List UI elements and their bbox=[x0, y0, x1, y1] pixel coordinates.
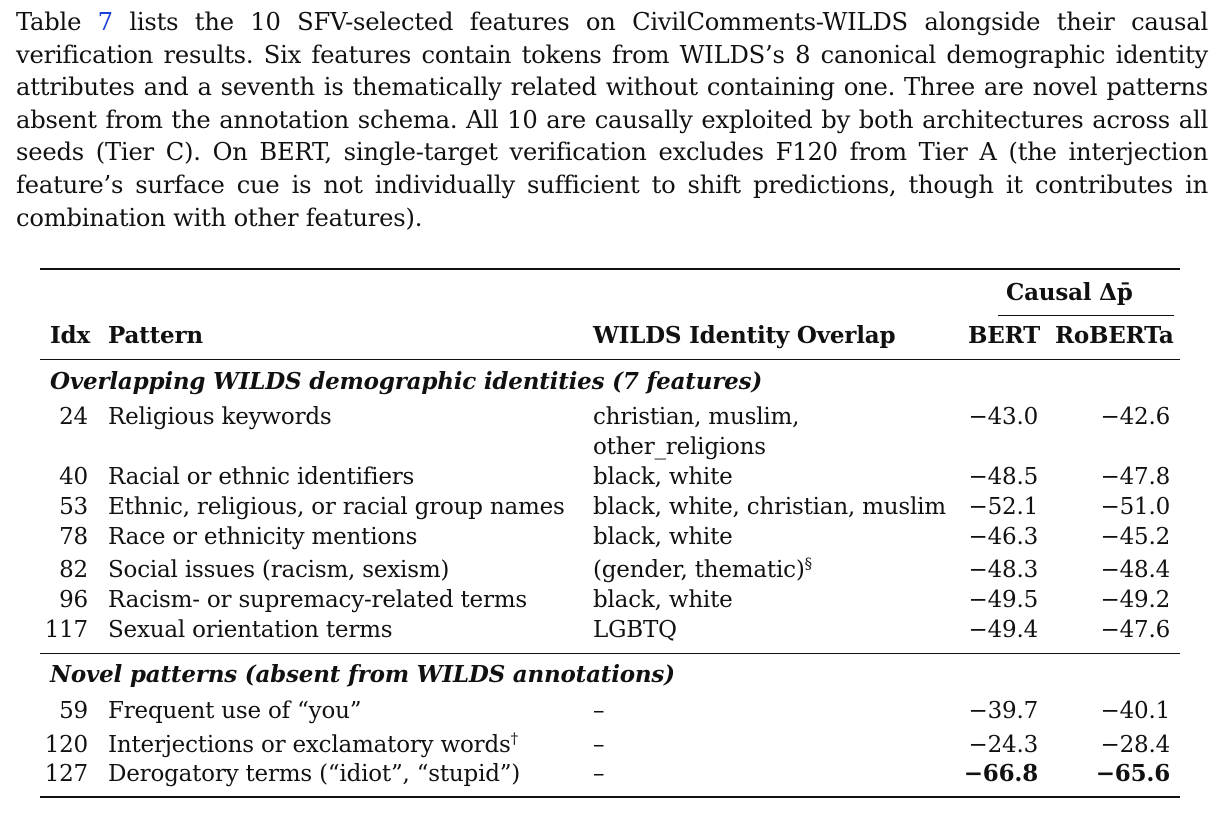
row-roberta-value-text: −48.4 bbox=[1100, 557, 1170, 583]
row-pattern-text: Race or ethnicity mentions bbox=[108, 524, 418, 550]
row-idx-text: 117 bbox=[44, 617, 88, 643]
footnote-mark: † bbox=[510, 729, 518, 748]
row-idx-text: 120 bbox=[44, 732, 88, 758]
row-idx-text: 59 bbox=[59, 698, 88, 724]
row-pattern-text: Religious keywords bbox=[108, 404, 332, 430]
row-bert-value-text: −49.4 bbox=[968, 617, 1038, 643]
row-bert-value-text: −46.3 bbox=[968, 524, 1038, 550]
row-bert-value bbox=[960, 463, 1038, 491]
row-idx-text: 24 bbox=[59, 404, 88, 430]
row-bert-value bbox=[960, 731, 1038, 759]
row-roberta-value-text: −40.1 bbox=[1100, 698, 1170, 724]
row-overlap-text: black, white bbox=[593, 587, 733, 613]
row-overlap-text: – bbox=[593, 698, 605, 724]
row-roberta-value-text: −47.6 bbox=[1100, 617, 1170, 643]
section-title-overlapping: Overlapping WILDS demographic identities (7 features) bbox=[50, 368, 763, 395]
row-idx-text: 53 bbox=[59, 494, 88, 520]
header-idx: Idx bbox=[50, 322, 90, 349]
row-roberta-value bbox=[1080, 586, 1170, 614]
row-overlap-text: LGBTQ bbox=[593, 617, 677, 643]
row-idx bbox=[40, 493, 88, 521]
row-roberta-value-text: −28.4 bbox=[1100, 732, 1170, 758]
row-overlap-text: – bbox=[593, 732, 605, 758]
row-pattern-text: Social issues (racism, sexism) bbox=[108, 557, 450, 583]
row-roberta-value-text: −42.6 bbox=[1100, 404, 1170, 430]
row-overlap-text: christian, muslim, bbox=[593, 404, 800, 430]
row-overlap bbox=[593, 697, 604, 725]
row-pattern bbox=[108, 586, 527, 614]
row-idx-text: 78 bbox=[59, 524, 88, 550]
row-pattern bbox=[108, 556, 449, 584]
row-overlap bbox=[593, 556, 812, 584]
row-bert-value-text: −43.0 bbox=[968, 404, 1038, 430]
row-bert-value bbox=[960, 616, 1038, 644]
table-reference-link[interactable]: 7 bbox=[97, 8, 113, 36]
row-idx-text: 96 bbox=[59, 587, 88, 613]
row-overlap bbox=[593, 731, 604, 759]
row-overlap-continued: other_religions bbox=[593, 434, 766, 460]
row-pattern-text: Racism- or supremacy-related terms bbox=[108, 587, 527, 613]
row-roberta-value bbox=[1080, 760, 1170, 788]
row-bert-value-text: −24.3 bbox=[968, 732, 1038, 758]
header-overlap: WILDS Identity Overlap bbox=[593, 322, 896, 349]
row-overlap bbox=[593, 523, 733, 551]
row-overlap-text: black, white bbox=[593, 524, 733, 550]
row-overlap bbox=[593, 463, 733, 491]
row-bert-value-text: −48.3 bbox=[968, 557, 1038, 583]
row-overlap-text: (gender, thematic) bbox=[593, 557, 805, 583]
row-pattern bbox=[108, 760, 520, 788]
row-idx-text: 82 bbox=[59, 557, 88, 583]
row-pattern-text: Sexual orientation terms bbox=[108, 617, 393, 643]
row-roberta-value bbox=[1080, 403, 1170, 431]
row-idx-text: 127 bbox=[44, 761, 88, 787]
row-pattern-text: Frequent use of “you” bbox=[108, 698, 362, 724]
row-bert-value-text: −49.5 bbox=[968, 587, 1038, 613]
row-bert-value bbox=[960, 697, 1038, 725]
header-bert: BERT bbox=[968, 322, 1040, 349]
row-idx-text: 40 bbox=[59, 464, 88, 490]
row-overlap bbox=[593, 586, 733, 614]
footnote-mark: § bbox=[804, 554, 812, 573]
row-bert-value bbox=[960, 493, 1038, 521]
row-idx bbox=[40, 697, 88, 725]
row-overlap bbox=[593, 493, 946, 521]
causal-delta-header: Causal Δp̄ bbox=[1006, 279, 1133, 306]
row-roberta-value bbox=[1080, 493, 1170, 521]
row-overlap bbox=[593, 760, 604, 788]
row-overlap-text: black, white bbox=[593, 464, 733, 490]
row-idx bbox=[40, 556, 88, 584]
row-pattern bbox=[108, 493, 565, 521]
section-title-novel: Novel patterns (absent from WILDS annotations) bbox=[50, 661, 675, 688]
row-roberta-value bbox=[1080, 523, 1170, 551]
row-idx bbox=[40, 616, 88, 644]
row-pattern bbox=[108, 697, 361, 725]
row-overlap bbox=[593, 616, 677, 644]
row-roberta-value bbox=[1080, 463, 1170, 491]
row-roberta-value-text: −65.6 bbox=[1095, 760, 1170, 787]
section-rule bbox=[40, 653, 1180, 654]
row-pattern-text: Derogatory terms (“idiot”, “stupid”) bbox=[108, 761, 521, 787]
row-bert-value bbox=[960, 586, 1038, 614]
row-bert-value-text: −52.1 bbox=[968, 494, 1038, 520]
row-roberta-value-text: −49.2 bbox=[1100, 587, 1170, 613]
row-bert-value-text: −39.7 bbox=[968, 698, 1038, 724]
row-idx bbox=[40, 463, 88, 491]
row-pattern-text: Interjections or exclamatory words bbox=[108, 732, 511, 758]
table-bottom-rule bbox=[40, 796, 1180, 798]
row-bert-value bbox=[960, 760, 1038, 788]
table-top-rule bbox=[40, 268, 1180, 270]
row-overlap-text: black, white, christian, muslim bbox=[593, 494, 946, 520]
row-overlap bbox=[593, 403, 799, 431]
row-pattern-text: Ethnic, religious, or racial group names bbox=[108, 494, 565, 520]
row-bert-value bbox=[960, 556, 1038, 584]
body-paragraph bbox=[16, 6, 1208, 234]
row-roberta-value bbox=[1080, 731, 1170, 759]
row-pattern bbox=[108, 731, 518, 759]
row-idx bbox=[40, 523, 88, 551]
causal-header-rule bbox=[998, 315, 1174, 316]
row-bert-value bbox=[960, 403, 1038, 431]
row-bert-value-text: −66.8 bbox=[963, 760, 1038, 787]
row-idx bbox=[40, 731, 88, 759]
row-bert-value-text: −48.5 bbox=[968, 464, 1038, 490]
row-roberta-value bbox=[1080, 616, 1170, 644]
row-roberta-value bbox=[1080, 697, 1170, 725]
row-pattern bbox=[108, 616, 392, 644]
row-overlap-text: – bbox=[593, 761, 605, 787]
paragraph-text: lists the 10 SFV-selected features on CivilComments-WILDS alongside their causal verification results. Six features contain tokens from WILDS’s 8 canonical demographic identity attributes and a seventh is thematically related without containing one. Three are novel patterns absent from the annotation schema. All 10 are causally exploited by both architectures across all seeds (Tier C). On BERT, single-target verification excludes F120 from Tier A (the interjection feature’s surface cue is not individually sufficient to shift predictions, though it contributes in combination with other features). bbox=[16, 8, 1209, 232]
row-pattern bbox=[108, 403, 332, 431]
header-roberta: RoBERTa bbox=[1055, 322, 1174, 349]
row-roberta-value-text: −47.8 bbox=[1100, 464, 1170, 490]
row-pattern bbox=[108, 463, 414, 491]
row-pattern bbox=[108, 523, 417, 551]
row-roberta-value-text: −45.2 bbox=[1100, 524, 1170, 550]
header-pattern: Pattern bbox=[108, 322, 203, 349]
row-roberta-value bbox=[1080, 556, 1170, 584]
row-bert-value bbox=[960, 523, 1038, 551]
row-idx bbox=[40, 760, 88, 788]
row-roberta-value-text: −51.0 bbox=[1100, 494, 1170, 520]
row-idx bbox=[40, 586, 88, 614]
row-idx bbox=[40, 403, 88, 431]
paragraph-lead: Table bbox=[16, 8, 98, 36]
header-rule bbox=[40, 359, 1180, 360]
row-pattern-text: Racial or ethnic identifiers bbox=[108, 464, 415, 490]
